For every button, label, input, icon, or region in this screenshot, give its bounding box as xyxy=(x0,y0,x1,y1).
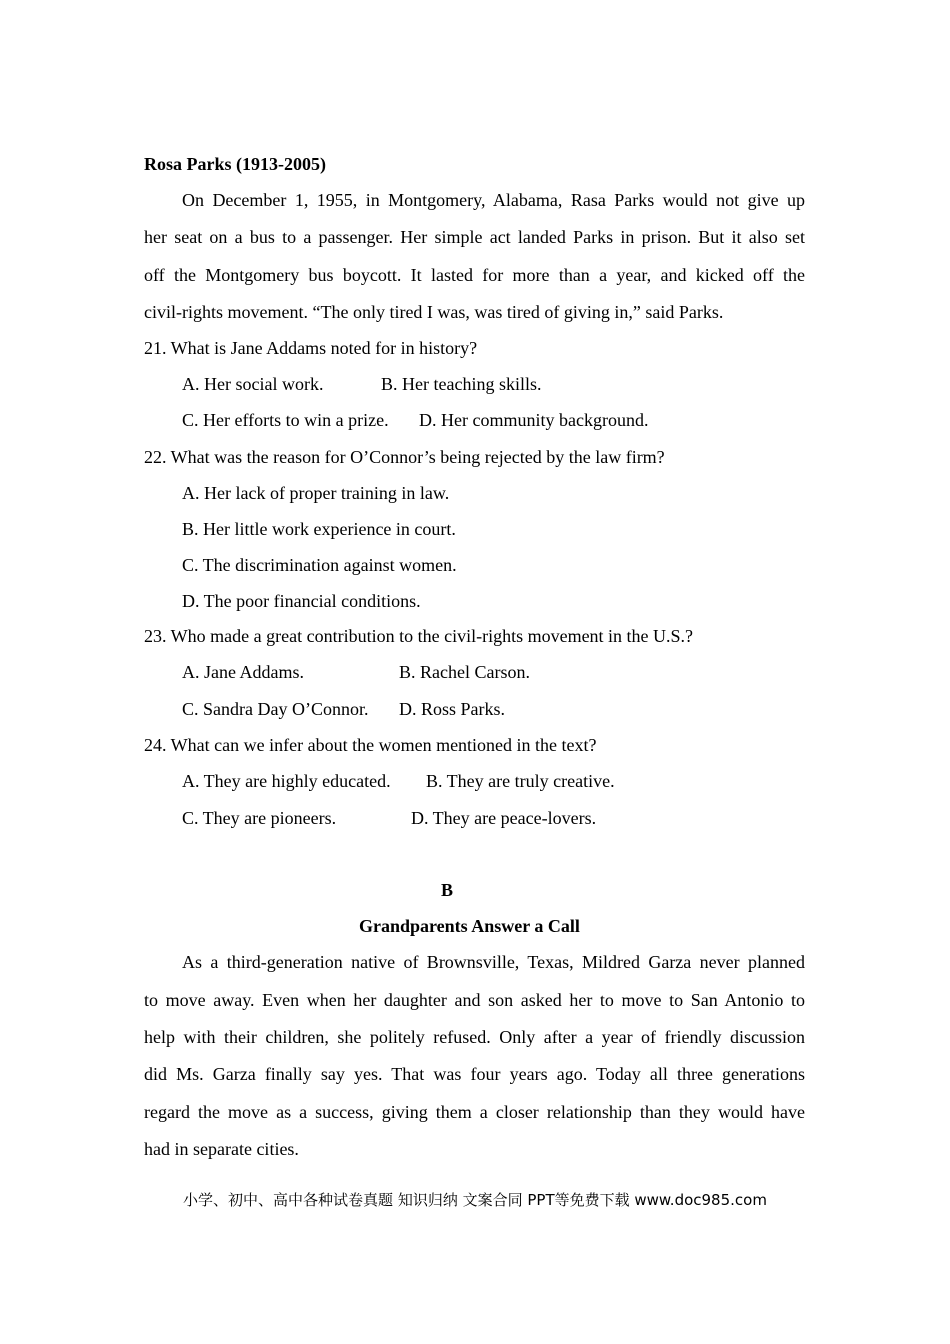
question-24-option-b: B. They are truly creative. xyxy=(426,771,615,791)
rosa-paragraph-line: civil-rights movement. “The only tired I was, was tired of giving in,” said Parks. xyxy=(144,302,724,322)
section-b-paragraph-line: regard the move as a success, giving them a closer relationship than they would have xyxy=(144,1102,805,1122)
section-b-paragraph-line: help with their children, she politely refused. Only after a year of friendly discussion xyxy=(144,1027,805,1047)
section-b-paragraph-line: As a third-generation native of Brownsville, Texas, Mildred Garza never planned xyxy=(182,952,805,972)
section-b-title: Grandparents Answer a Call xyxy=(359,916,580,936)
rosa-paragraph-line: off the Montgomery bus boycott. It lasted for more than a year, and kicked off the xyxy=(144,265,805,285)
section-b-paragraph-line: to move away. Even when her daughter and son asked her to move to San Antonio to xyxy=(144,990,805,1010)
question-22-option-c: C. The discrimination against women. xyxy=(182,555,457,575)
question-24-option-d: D. They are peace-lovers. xyxy=(411,808,597,828)
question-21-option-b: B. Her teaching skills. xyxy=(381,374,542,394)
question-21-option-a: A. Her social work. xyxy=(182,374,324,394)
section-b-paragraph-line: did Ms. Garza finally say yes. That was four years ago. Today all three generations xyxy=(144,1064,805,1084)
rosa-parks-heading: Rosa Parks (1913-2005) xyxy=(144,154,326,174)
question-22-stem: 22. What was the reason for O’Connor’s being rejected by the law firm? xyxy=(144,447,665,467)
question-24-option-a: A. They are highly educated. xyxy=(182,771,391,791)
question-21-option-d: D. Her community background. xyxy=(419,410,649,430)
question-24-stem: 24. What can we infer about the women mentioned in the text? xyxy=(144,735,597,755)
question-23-option-c: C. Sandra Day O’Connor. xyxy=(182,699,369,719)
question-22-option-b: B. Her little work experience in court. xyxy=(182,519,456,539)
question-23-stem: 23. Who made a great contribution to the civil-rights movement in the U.S.? xyxy=(144,626,694,646)
section-b-letter: B xyxy=(440,880,453,900)
rosa-paragraph-line: her seat on a bus to a passenger. Her simple act landed Parks in prison. But it also set xyxy=(144,227,805,247)
section-b-paragraph-line: had in separate cities. xyxy=(144,1139,299,1159)
question-21-option-c: C. Her efforts to win a prize. xyxy=(182,410,389,430)
question-23-option-a: A. Jane Addams. xyxy=(182,662,304,682)
question-21-stem: 21. What is Jane Addams noted for in history? xyxy=(144,338,478,358)
question-23-option-b: B. Rachel Carson. xyxy=(399,662,530,682)
rosa-paragraph-line: On December 1, 1955, in Montgomery, Alabama, Rasa Parks would not give up xyxy=(182,190,805,210)
footer-note: 小学、初中、高中各种试卷真题 知识归纳 文案合同 PPT等免费下载 www.doc985.com xyxy=(183,1191,767,1209)
question-22-option-a: A. Her lack of proper training in law. xyxy=(182,483,450,503)
question-22-option-d: D. The poor financial conditions. xyxy=(182,591,421,611)
question-23-option-d: D. Ross Parks. xyxy=(399,699,506,719)
question-24-option-c: C. They are pioneers. xyxy=(182,808,337,828)
